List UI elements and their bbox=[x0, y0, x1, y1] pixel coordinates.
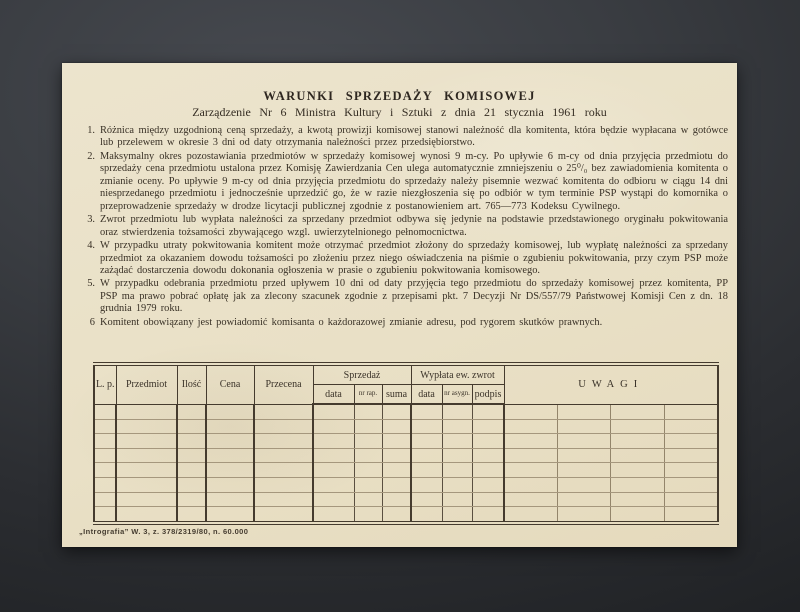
table-row bbox=[94, 507, 718, 523]
table-cell-uw4 bbox=[664, 404, 718, 419]
table-cell-ssuma bbox=[382, 463, 411, 478]
table-cell-ssuma bbox=[382, 477, 411, 492]
table-row bbox=[94, 492, 718, 507]
table-cell-lp bbox=[94, 404, 116, 419]
table-cell-ilosc bbox=[177, 463, 206, 478]
table-cell-uw4 bbox=[664, 434, 718, 449]
col-header-przedmiot: Przedmiot bbox=[116, 364, 177, 404]
table-cell-sdata bbox=[313, 507, 354, 523]
table-cell-cena bbox=[206, 404, 254, 419]
table-cell-ilosc bbox=[177, 477, 206, 492]
table-cell-przedmiot bbox=[116, 477, 177, 492]
table-cell-przedmiot bbox=[116, 492, 177, 507]
table-cell-ssuma bbox=[382, 507, 411, 523]
table-cell-uw3 bbox=[610, 419, 664, 434]
table-cell-uw4 bbox=[664, 419, 718, 434]
table-cell-wnrasygn bbox=[442, 507, 472, 523]
table-cell-lp bbox=[94, 434, 116, 449]
table-cell-cena bbox=[206, 492, 254, 507]
table-cell-cena bbox=[206, 507, 254, 523]
table-cell-wnrasygn bbox=[442, 477, 472, 492]
col-header-cena: Cena bbox=[206, 364, 254, 404]
table-cell-snrrap bbox=[354, 404, 382, 419]
document-subtitle: Zarządzenie Nr 6 Ministra Kultury i Sztuki z dnia 21 stycznia 1961 roku bbox=[192, 105, 607, 119]
term-text: Komitent obowiązany jest powiadomić komisanta o każdorazowej zmianie adresu, pod rygorem skutków prawnych. bbox=[100, 316, 603, 328]
term-item bbox=[85, 240, 728, 277]
table-row bbox=[94, 448, 718, 463]
table-cell-wpodpis bbox=[472, 477, 504, 492]
table-cell-uw4 bbox=[664, 492, 718, 507]
table-cell-ilosc bbox=[177, 492, 206, 507]
table-cell-uw2 bbox=[557, 419, 610, 434]
table-cell-ssuma bbox=[382, 419, 411, 434]
table-cell-uw1 bbox=[504, 507, 557, 523]
table-cell-snrrap bbox=[354, 492, 382, 507]
table-row bbox=[94, 477, 718, 492]
term-number: 4. bbox=[87, 240, 95, 252]
table-cell-uw1 bbox=[504, 404, 557, 419]
table-cell-uw1 bbox=[504, 419, 557, 434]
term-item bbox=[85, 317, 728, 329]
terms-list bbox=[85, 125, 728, 330]
table-cell-uw3 bbox=[610, 448, 664, 463]
table-cell-lp bbox=[94, 507, 116, 523]
term-item bbox=[85, 125, 728, 150]
table-cell-uw1 bbox=[504, 463, 557, 478]
col-header-uwagi: UWAGI bbox=[504, 364, 718, 404]
table-cell-sdata bbox=[313, 434, 354, 449]
table-cell-wnrasygn bbox=[442, 419, 472, 434]
term-number: 5. bbox=[87, 278, 95, 290]
table-cell-przecena bbox=[254, 492, 313, 507]
col-header-przecena: Przecena bbox=[254, 364, 313, 404]
table-cell-przecena bbox=[254, 419, 313, 434]
table-cell-snrrap bbox=[354, 448, 382, 463]
table-cell-przecena bbox=[254, 448, 313, 463]
term-text: W przypadku odebrania przedmiotu przed upływem 10 dni od daty przyjęcia tego przedmiotu do sprzedaży komisowej przez komitenta, PP PSP ma prawo pobrać opłatę jak za zlecony szacunek zgodnie z przepisami pkt. 7 Decyzji Nr DS/557/79 Państwowej Komisji Cen z dn. 18 grudnia 1979 roku. bbox=[100, 278, 728, 315]
table-cell-wdata bbox=[411, 434, 442, 449]
term-text: W przypadku utraty pokwitowania komitent może otrzymać przedmiot złożony do sprzedaży komisowej, lub wypłatę należności za sprzedany przedmiot za okazaniem dowodu tożsamości po złożeniu przez niego oświadczenia na piśmie o zgubieniu pokwitowania, przy czym PSP może zażądać dostarczenia dowodu dokonania ogłoszenia w prasie o zgubieniu pokwitowania komisowego. bbox=[100, 240, 728, 276]
table-cell-wdata bbox=[411, 477, 442, 492]
term-text: Maksymalny okres pozostawiania przedmiotów w sprzedaży komisowej wynosi 9 m-cy. Po upływie 6 m-cy od dnia przyjęcia przedmiotu do sprzedaży cena przedmiotu ustalona przez Komisję Zawierdzania Cen ulega automatycznie zmniejszeniu o 25⁰/₀ bez zawiadomienia komitenta o zmianie oceny. Po upływie 9 m-cy od dnia przyjęcia przedmiotu do sprzedaży należy pisemnie wezwać komitenta do odbioru w ciągu 14 dni niesprzedanego przedmiotu i jednocześnie uprzedzić go, że w razie niezgłoszenia się po odbiór w tym terminie PSP wystąpi do komornika o przeprowadzenie sprzedaży w drodze licytacji publicznej zgodnie z postanowieniem art. 765—773 Kodeksu Cywilnego. bbox=[100, 150, 728, 212]
term-number: 3. bbox=[87, 214, 95, 226]
table-cell-wdata bbox=[411, 463, 442, 478]
term-number: 2. bbox=[87, 150, 95, 162]
table-cell-uw1 bbox=[504, 492, 557, 507]
table-cell-sdata bbox=[313, 492, 354, 507]
table-cell-ssuma bbox=[382, 492, 411, 507]
table-cell-cena bbox=[206, 463, 254, 478]
table-cell-wpodpis bbox=[472, 492, 504, 507]
table-cell-wnrasygn bbox=[442, 404, 472, 419]
table-row bbox=[94, 463, 718, 478]
table-cell-uw3 bbox=[610, 492, 664, 507]
table-cell-cena bbox=[206, 448, 254, 463]
col-header-ilosc: Ilość bbox=[177, 364, 206, 404]
table-cell-uw1 bbox=[504, 434, 557, 449]
table-cell-uw4 bbox=[664, 448, 718, 463]
table-cell-ilosc bbox=[177, 448, 206, 463]
table-cell-przecena bbox=[254, 507, 313, 523]
table-cell-ilosc bbox=[177, 404, 206, 419]
table-cell-cena bbox=[206, 434, 254, 449]
table-cell-wpodpis bbox=[472, 448, 504, 463]
table-cell-uw1 bbox=[504, 448, 557, 463]
table-cell-lp bbox=[94, 463, 116, 478]
table-cell-przedmiot bbox=[116, 404, 177, 419]
col-header-wyplata-data: data bbox=[411, 385, 442, 405]
scanned-document bbox=[62, 63, 737, 547]
col-header-nr-rap: nr rap. bbox=[354, 385, 382, 405]
printer-imprint: „Intrografia” W. 3, z. 378/2319/80, n. 60.000 bbox=[79, 527, 249, 536]
table-cell-przecena bbox=[254, 477, 313, 492]
table-cell-uw3 bbox=[610, 463, 664, 478]
table-cell-przedmiot bbox=[116, 448, 177, 463]
table-cell-lp bbox=[94, 448, 116, 463]
table-cell-przedmiot bbox=[116, 419, 177, 434]
table-cell-cena bbox=[206, 419, 254, 434]
table-cell-lp bbox=[94, 419, 116, 434]
table-cell-ssuma bbox=[382, 404, 411, 419]
term-number: 6 bbox=[89, 316, 95, 328]
table-row bbox=[94, 434, 718, 449]
table-cell-snrrap bbox=[354, 419, 382, 434]
table-cell-wdata bbox=[411, 492, 442, 507]
table-cell-uw3 bbox=[610, 507, 664, 523]
col-header-lp: L. p. bbox=[94, 364, 116, 404]
table-cell-wdata bbox=[411, 404, 442, 419]
table-cell-ssuma bbox=[382, 434, 411, 449]
table-cell-wdata bbox=[411, 507, 442, 523]
table-cell-uw2 bbox=[557, 463, 610, 478]
table-cell-sdata bbox=[313, 477, 354, 492]
table-cell-sdata bbox=[313, 404, 354, 419]
term-item bbox=[85, 214, 728, 239]
table-cell-lp bbox=[94, 492, 116, 507]
table-cell-uw1 bbox=[504, 477, 557, 492]
table-cell-wdata bbox=[411, 419, 442, 434]
table-cell-wpodpis bbox=[472, 404, 504, 419]
term-text: Różnica między uzgodnioną ceną sprzedaży, a kwotą prowizji komisowej stanowi należność dla komitenta, która będzie wypłacana w gotówce lub przelewem w okresie 3 dni od daty otrzymania należności przez przedsiębiorstwo. bbox=[100, 125, 728, 149]
table-cell-uw3 bbox=[610, 477, 664, 492]
table-cell-wnrasygn bbox=[442, 463, 472, 478]
table-cell-ssuma bbox=[382, 448, 411, 463]
col-header-podpis: podpis bbox=[472, 385, 504, 405]
term-number: 1. bbox=[87, 125, 95, 136]
table-row bbox=[94, 404, 718, 419]
table-cell-przecena bbox=[254, 434, 313, 449]
table-cell-uw3 bbox=[610, 404, 664, 419]
col-header-suma: suma bbox=[382, 385, 411, 405]
table-cell-snrrap bbox=[354, 477, 382, 492]
table-cell-uw2 bbox=[557, 404, 610, 419]
table-cell-przedmiot bbox=[116, 434, 177, 449]
consignment-table bbox=[93, 362, 719, 525]
table-cell-przedmiot bbox=[116, 507, 177, 523]
table-cell-ilosc bbox=[177, 419, 206, 434]
table-cell-sdata bbox=[313, 419, 354, 434]
term-item bbox=[85, 278, 728, 315]
table-cell-sdata bbox=[313, 448, 354, 463]
table-cell-wnrasygn bbox=[442, 434, 472, 449]
term-text: Zwrot przedmiotu lub wypłata należności za sprzedany przedmiot odbywa się jedynie na podstawie przedstawionego oryginału pokwitowania oraz stwierdzenia tożsamości zbywającego wzgl. uwierzytelnionego pełnomocnictwa. bbox=[100, 214, 728, 238]
table-cell-uw2 bbox=[557, 507, 610, 523]
table-cell-przecena bbox=[254, 463, 313, 478]
table-cell-uw2 bbox=[557, 434, 610, 449]
table-cell-wpodpis bbox=[472, 419, 504, 434]
table-cell-snrrap bbox=[354, 434, 382, 449]
table-cell-przecena bbox=[254, 404, 313, 419]
term-item bbox=[85, 151, 728, 213]
table-cell-uw4 bbox=[664, 463, 718, 478]
table-cell-przedmiot bbox=[116, 463, 177, 478]
table-cell-wpodpis bbox=[472, 463, 504, 478]
table-cell-wnrasygn bbox=[442, 448, 472, 463]
table-cell-uw4 bbox=[664, 507, 718, 523]
table-cell-wdata bbox=[411, 448, 442, 463]
table-cell-uw2 bbox=[557, 448, 610, 463]
col-header-nr-asygn: nr asygn. bbox=[442, 385, 472, 405]
table-cell-uw2 bbox=[557, 477, 610, 492]
table-cell-snrrap bbox=[354, 507, 382, 523]
table-body bbox=[94, 404, 718, 523]
table-row bbox=[94, 419, 718, 434]
table-cell-uw3 bbox=[610, 434, 664, 449]
table-cell-wpodpis bbox=[472, 507, 504, 523]
col-group-sprzedaz: Sprzedaż bbox=[313, 364, 411, 385]
document-title: WARUNKI SPRZEDAŻY KOMISOWEJ bbox=[263, 89, 536, 103]
table-cell-lp bbox=[94, 477, 116, 492]
col-group-wyplata: Wypłata ew. zwrot bbox=[411, 364, 504, 385]
table-cell-uw2 bbox=[557, 492, 610, 507]
col-header-sprzedaz-data: data bbox=[313, 385, 354, 405]
table-cell-cena bbox=[206, 477, 254, 492]
table-cell-ilosc bbox=[177, 507, 206, 523]
table-cell-ilosc bbox=[177, 434, 206, 449]
table-cell-wnrasygn bbox=[442, 492, 472, 507]
table-cell-uw4 bbox=[664, 477, 718, 492]
table-cell-wpodpis bbox=[472, 434, 504, 449]
table-cell-snrrap bbox=[354, 463, 382, 478]
table-cell-sdata bbox=[313, 463, 354, 478]
